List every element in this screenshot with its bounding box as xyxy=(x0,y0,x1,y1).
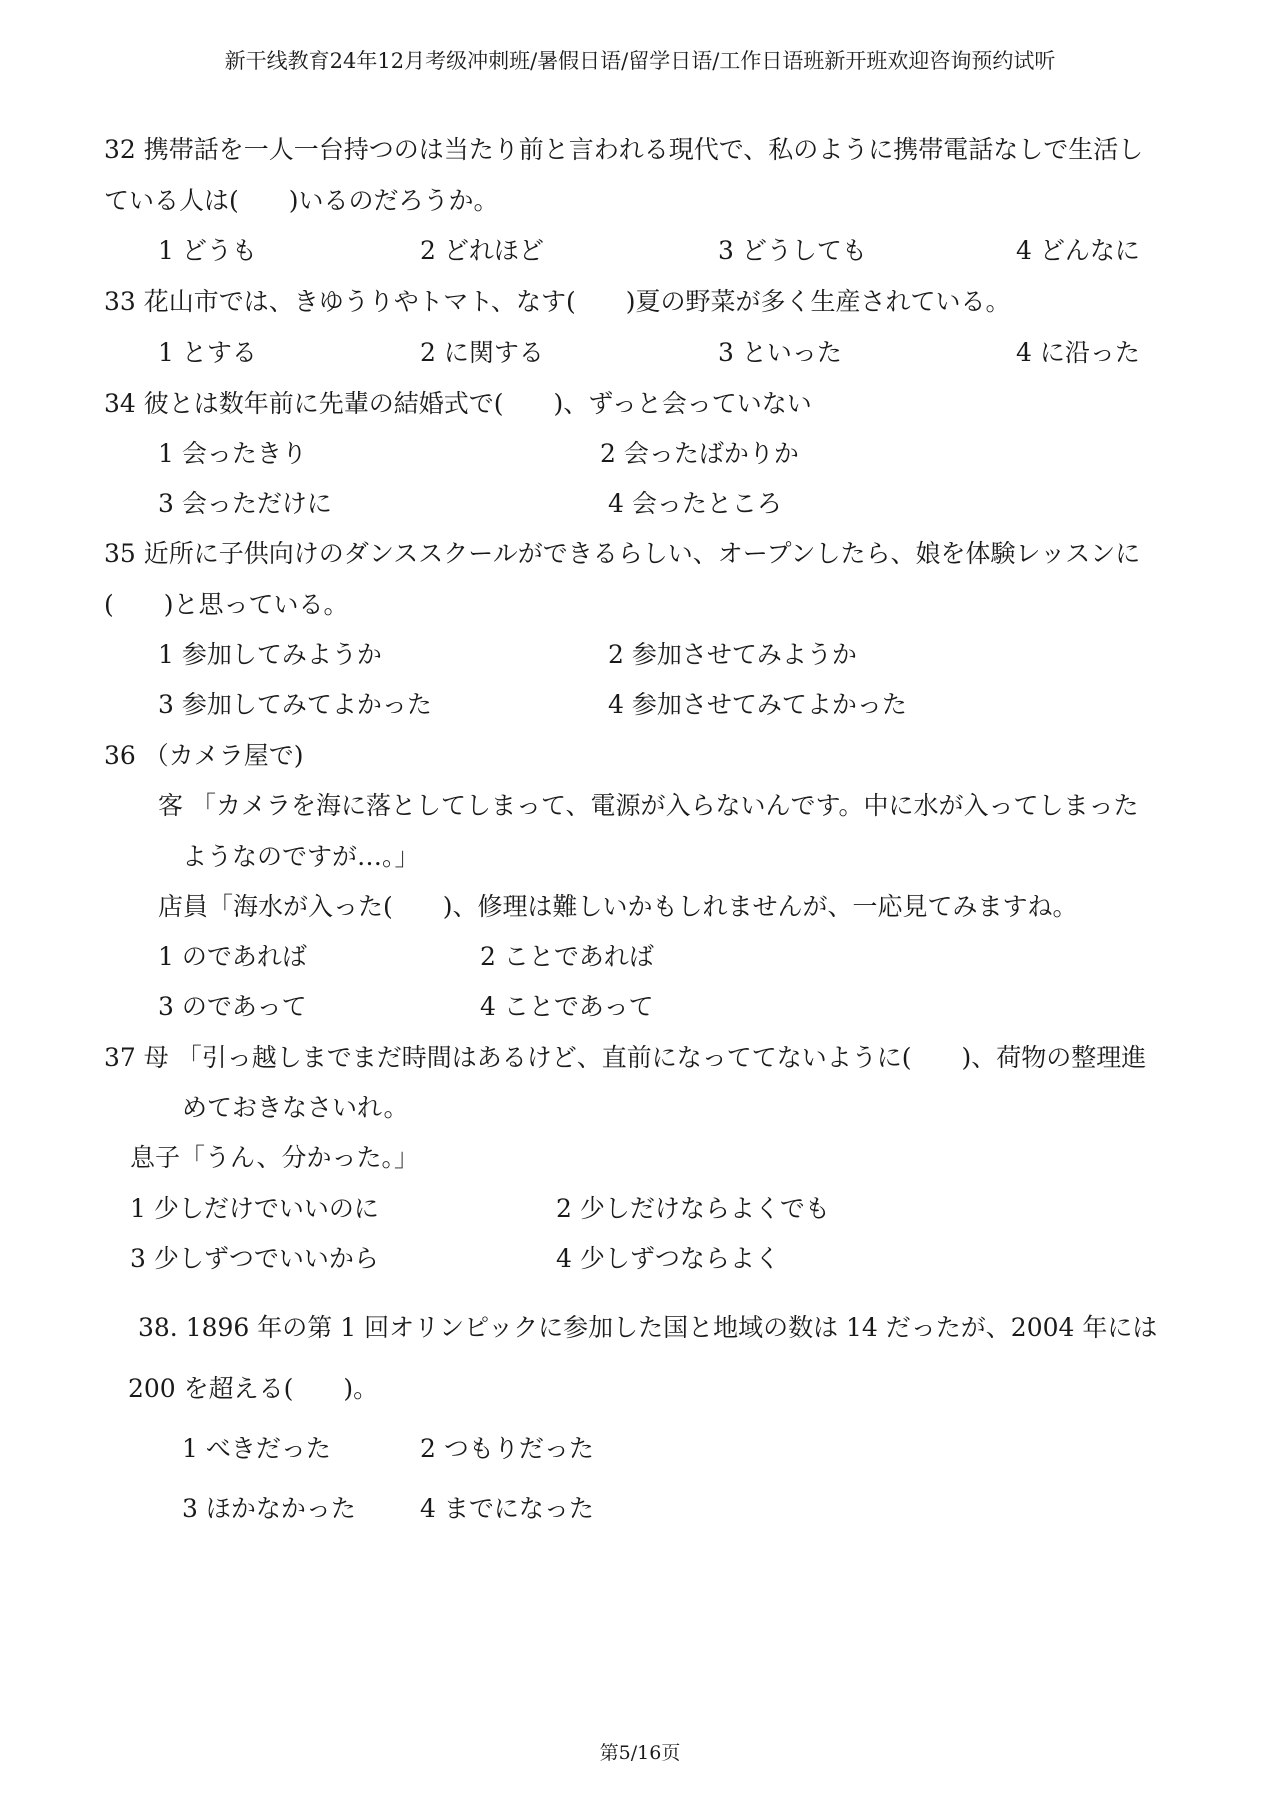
q33-option-2: 2 に関する xyxy=(420,338,544,367)
q32-option-1: 1 どうも xyxy=(158,236,257,265)
q36-option-2: 2 ことであれば xyxy=(480,942,654,971)
page-number: 第5/16页 xyxy=(599,1742,681,1764)
q34-option-2: 2 会ったばかりか xyxy=(600,439,799,468)
question-37-text-cont: めておきなさいれ。 xyxy=(182,1093,409,1122)
q37-option-1: 1 少しだけでいいのに xyxy=(130,1194,379,1223)
question-37-text: 37 母 「引っ越しまでまだ時間はあるけど、直前になっててないように( )、荷物の整理進 xyxy=(104,1043,1147,1072)
q32-option-3: 3 どうしても xyxy=(718,236,867,265)
question-32-text-cont: ている人は( )いるのだろうか。 xyxy=(104,186,499,215)
q32-option-2: 2 どれほど xyxy=(420,236,544,265)
q35-option-4: 4 参加させてみてよかった xyxy=(608,690,907,719)
q37-option-3: 3 少しずつでいいから xyxy=(130,1244,379,1273)
q35-option-1: 1 参加してみようか xyxy=(158,640,382,669)
q38-option-2: 2 つもりだった xyxy=(420,1434,594,1463)
question-34-text: 34 彼とは数年前に先輩の結婚式で( )、ずっと会っていない xyxy=(104,389,812,418)
q33-option-3: 3 といった xyxy=(718,338,842,367)
q33-option-4: 4 に沿った xyxy=(1016,338,1140,367)
q37-option-2: 2 少しだけならよくでも xyxy=(556,1194,830,1223)
q34-option-4: 4 会ったところ xyxy=(608,489,782,518)
question-38-text-cont: 200 を超える( )。 xyxy=(128,1374,379,1403)
q36-option-1: 1 のであれば xyxy=(158,942,307,971)
q32-option-4: 4 どんなに xyxy=(1016,236,1140,265)
question-33-text: 33 花山市では、きゆうりやトマト、なす( )夏の野菜が多く生産されている。 xyxy=(104,287,1011,316)
q38-option-1: 1 べきだった xyxy=(182,1434,331,1463)
q37-option-4: 4 少しずつならよく xyxy=(556,1244,780,1273)
q36-option-3: 3 のであって xyxy=(158,992,307,1021)
q36-option-4: 4 ことであって xyxy=(480,992,654,1021)
q38-option-4: 4 までになった xyxy=(420,1494,594,1523)
question-36-text: 36 （カメラ屋で) xyxy=(104,741,304,770)
q34-option-1: 1 会ったきり xyxy=(158,439,307,468)
page-header: 新干线教育24年12月考级冲刺班/暑假日语/留学日语/工作日语班新开班欢迎咨询预约试听 xyxy=(224,49,1056,73)
question-36-clerk-line: 店員「海水が入った( )、修理は難しいかもしれませんが、一応見てみますね。 xyxy=(158,892,1078,921)
q35-option-2: 2 参加させてみようか xyxy=(608,640,857,669)
q35-option-3: 3 参加してみてよかった xyxy=(158,690,432,719)
q34-option-3: 3 会っただけに xyxy=(158,489,332,518)
question-35-text: 35 近所に子供向けのダンススクールができるらしい、オープンしたら、娘を体験レッスンに xyxy=(104,539,1141,568)
question-35-text-cont: ( )と思っている。 xyxy=(104,590,349,619)
question-37-son-line: 息子「うん、分かった。」 xyxy=(130,1143,420,1172)
question-38-text: 38. 1896 年の第 1 回オリンピックに参加した国と地域の数は 14 だったが、2004 年には xyxy=(138,1313,1158,1342)
q38-option-3: 3 ほかなかった xyxy=(182,1494,356,1523)
question-32-text: 32 携帯話を一人一台持つのは当たり前と言われる現代で、私のように携帯電話なしで生活し xyxy=(104,135,1144,164)
question-36-customer-line: 客 「カメラを海に落としてしまって、電源が入らないんです。中に水が入ってしまった xyxy=(158,791,1139,820)
q33-option-1: 1 とする xyxy=(158,338,257,367)
question-36-customer-line-cont: ようなのですが…。」 xyxy=(182,842,420,871)
